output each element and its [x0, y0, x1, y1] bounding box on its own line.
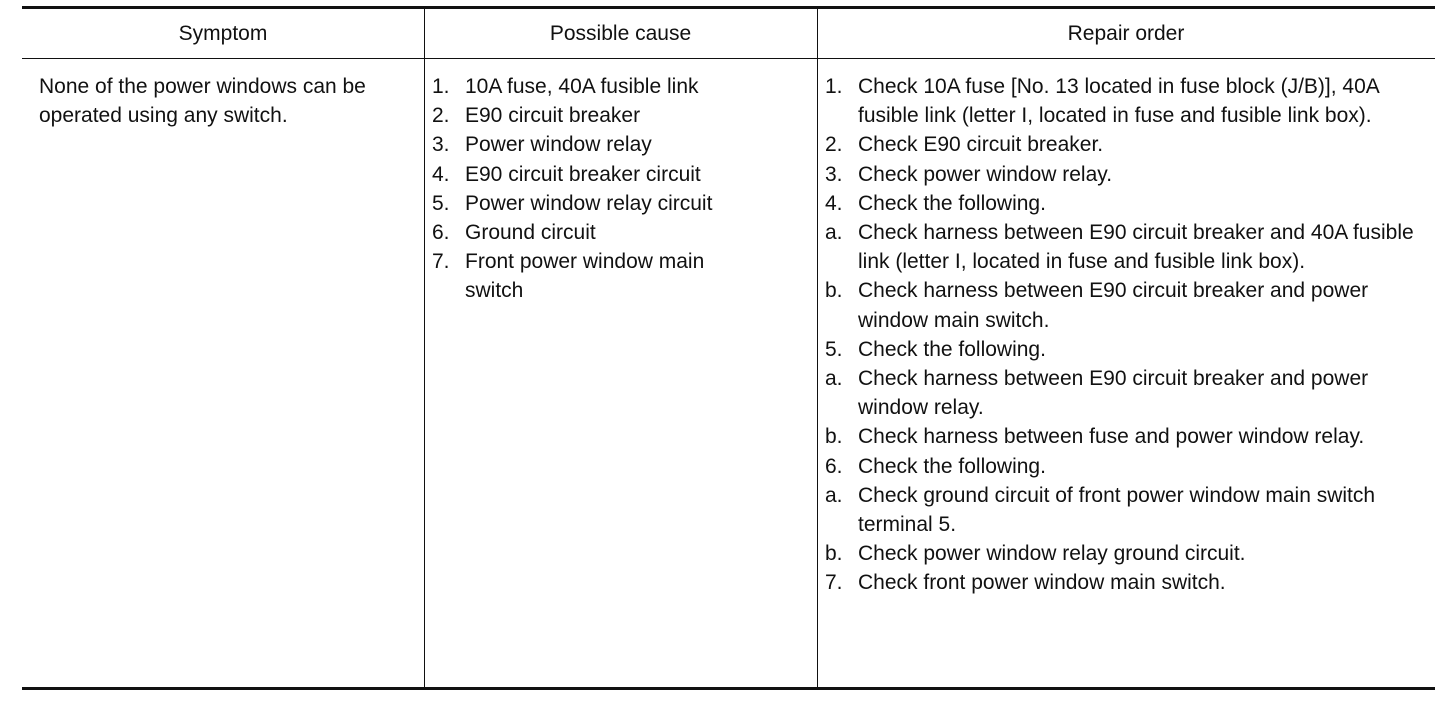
repair-text: Check 10A fuse [No. 13 located in fuse block (J/B)], 40A fusible link (letter I, located in fuse and fusible link box).: [858, 75, 1379, 128]
repair-marker: 3.: [825, 162, 843, 186]
repair-marker: a.: [825, 483, 843, 507]
cause-text: Ground circuit: [465, 221, 596, 245]
repair-item: [825, 568, 1425, 597]
repair-marker: 1.: [825, 75, 843, 98]
repair-item: [825, 189, 1425, 218]
cause-marker: 2.: [432, 104, 450, 128]
repair-order-list: [825, 72, 1425, 598]
repair-text: Check the following.: [858, 454, 1046, 478]
cause-item: [432, 189, 812, 218]
repair-text: Check harness between fuse and power window relay.: [858, 425, 1365, 449]
repair-marker: b.: [825, 542, 843, 566]
repair-item: [825, 481, 1425, 539]
repair-text: Check the following.: [858, 191, 1046, 215]
cause-text: Front power window main switch: [465, 250, 705, 303]
repair-marker: 4.: [825, 191, 843, 215]
cause-item: [432, 130, 812, 159]
repair-marker: a.: [825, 221, 843, 245]
repair-marker: a.: [825, 367, 843, 391]
symptom-text: None of the power windows can be operated using any switch.: [39, 75, 366, 127]
repair-text: Check harness between E90 circuit breaker and 40A fusible link (letter I, located in fuse and fusible link box).: [858, 221, 1414, 274]
repair-marker: b.: [825, 425, 843, 449]
repair-item: [825, 452, 1425, 481]
repair-item: [825, 539, 1425, 568]
repair-marker: b.: [825, 279, 843, 303]
repair-item: [825, 130, 1425, 159]
repair-marker: 6.: [825, 454, 843, 478]
repair-marker: 2.: [825, 133, 843, 157]
repair-text: Check power window relay.: [858, 162, 1113, 186]
cause-text: 10A fuse, 40A fusible link: [465, 75, 699, 98]
repair-item: [825, 276, 1425, 334]
repair-text: Check harness between E90 circuit breaker and power window relay.: [858, 367, 1369, 420]
repair-item: [825, 160, 1425, 189]
repair-item: [825, 422, 1425, 451]
diagnosis-table: [22, 6, 1435, 690]
repair-marker: 5.: [825, 337, 843, 361]
cause-item: [432, 101, 812, 130]
repair-text: Check front power window main switch.: [858, 571, 1226, 595]
repair-text: Check harness between E90 circuit breaker and power window main switch.: [858, 279, 1369, 332]
header-possible-cause: Possible cause: [549, 21, 692, 45]
cause-item: [432, 218, 812, 247]
repair-marker: 7.: [825, 571, 843, 595]
header-symptom: Symptom: [178, 21, 268, 45]
cause-item: [432, 160, 812, 189]
cause-marker: 3.: [432, 133, 450, 157]
column-divider-2: [817, 9, 818, 687]
repair-item: [825, 335, 1425, 364]
header-repair-order: Repair order: [1067, 21, 1185, 45]
cause-text: E90 circuit breaker: [465, 104, 641, 128]
header-divider: [22, 58, 1435, 59]
repair-text: Check ground circuit of front power window main switch terminal 5.: [858, 483, 1376, 537]
cause-text: E90 circuit breaker circuit: [465, 162, 701, 186]
repair-item: [825, 364, 1425, 422]
column-divider-1: [424, 9, 425, 687]
cause-text: Power window relay circuit: [465, 191, 713, 215]
cause-marker: 4.: [432, 162, 450, 186]
repair-item: [825, 218, 1425, 276]
cause-marker: 6.: [432, 221, 450, 245]
repair-text: Check the following.: [858, 337, 1046, 361]
cause-marker: 5.: [432, 191, 450, 215]
repair-text: Check power window relay ground circuit.: [858, 542, 1246, 566]
cause-marker: 7.: [432, 250, 450, 274]
cause-item: [432, 247, 812, 305]
cause-text: Power window relay: [465, 133, 652, 157]
possible-cause-list: [432, 72, 812, 306]
repair-item: [825, 72, 1425, 130]
cause-marker: 1.: [432, 75, 450, 98]
repair-text: Check E90 circuit breaker.: [858, 133, 1104, 157]
cause-item: [432, 72, 812, 101]
